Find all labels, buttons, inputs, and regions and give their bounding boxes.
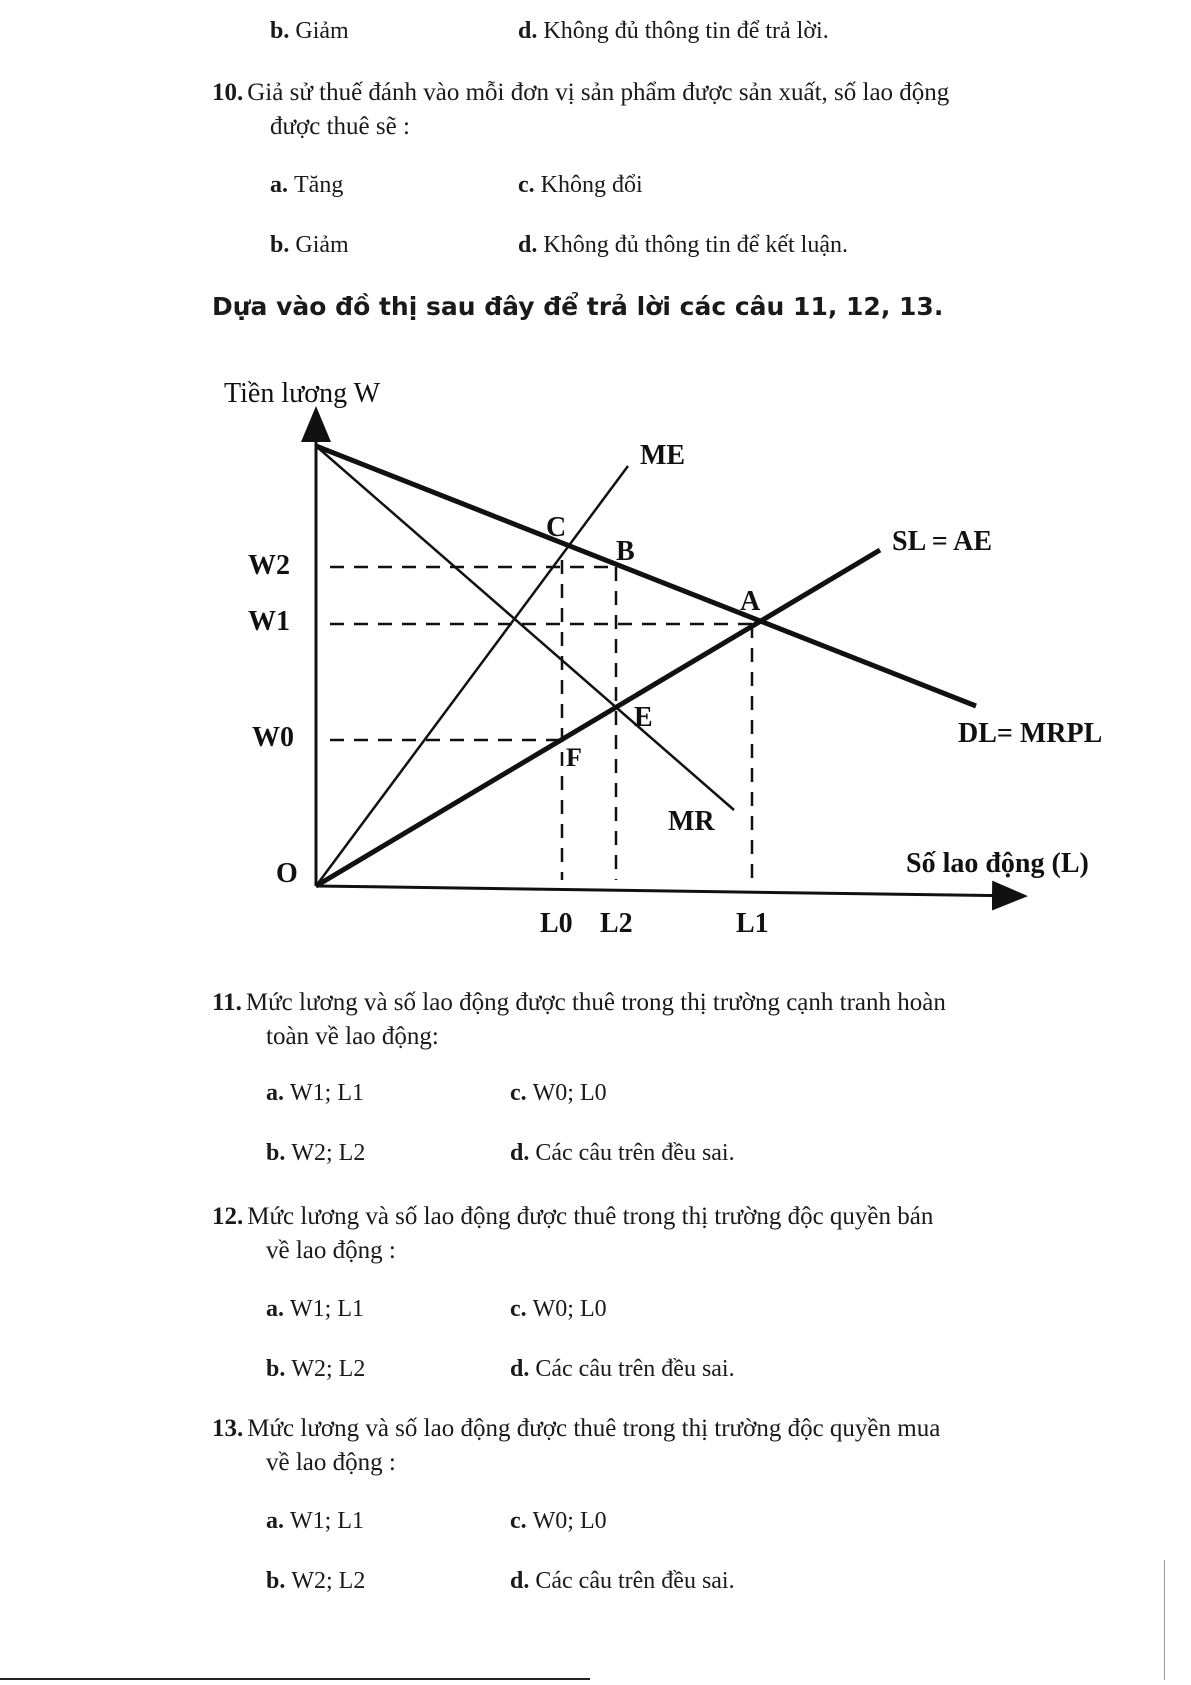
q11-option-a[interactable]: a. W1; L1 xyxy=(266,1080,364,1106)
x-axis xyxy=(316,886,1022,896)
x-axis-label: Số lao động (L) xyxy=(906,848,1089,879)
q11-option-d[interactable]: d. Các câu trên đều sai. xyxy=(510,1140,735,1166)
l1-label: L1 xyxy=(736,908,769,939)
q13-line2: về lao động : xyxy=(266,1449,396,1476)
q10-line2: được thuê sẽ : xyxy=(270,113,410,140)
q11-option-c[interactable]: c. W0; L0 xyxy=(510,1080,607,1106)
q13-option-b[interactable]: b. W2; L2 xyxy=(266,1568,366,1594)
mr-label: MR xyxy=(668,806,715,837)
q11-line2: toàn về lao động: xyxy=(266,1023,439,1050)
l2-label: L2 xyxy=(600,908,633,939)
q10-option-c[interactable]: c. Không đổi xyxy=(518,172,643,198)
q10-option-a[interactable]: a. Tăng xyxy=(270,172,344,198)
q13-number: 13. xyxy=(212,1415,244,1442)
dl-mrpl-label: DL= MRPL xyxy=(958,718,1103,749)
q12-number: 12. xyxy=(212,1203,244,1230)
point-a-label: A xyxy=(740,586,761,617)
q12-line1: Mức lương và số lao động được thuê trong thị trường độc quyền bán xyxy=(247,1203,934,1230)
q10-option-b[interactable]: b. Giảm xyxy=(270,232,349,258)
q11-line1: Mức lương và số lao động được thuê trong thị trường cạnh tranh hoàn xyxy=(245,989,946,1016)
q11-option-b[interactable]: b. W2; L2 xyxy=(266,1140,366,1166)
q13-option-d[interactable]: d. Các câu trên đều sai. xyxy=(510,1568,735,1594)
point-b-label: B xyxy=(616,536,635,567)
q9-option-b[interactable]: b. Giảm xyxy=(270,18,349,44)
page-bottom-rule xyxy=(0,1678,590,1680)
sl-ae-label: SL = AE xyxy=(892,526,993,557)
l0-label: L0 xyxy=(540,908,573,939)
sl-ae-curve xyxy=(316,550,880,886)
q11-number: 11. xyxy=(212,989,242,1016)
page-edge-line xyxy=(1164,1560,1165,1680)
w2-label: W2 xyxy=(248,550,290,581)
q13-stem xyxy=(212,1412,940,1446)
q13-option-c[interactable]: c. W0; L0 xyxy=(510,1508,607,1534)
q12-option-d[interactable]: d. Các câu trên đều sai. xyxy=(510,1356,735,1382)
w0-label: W0 xyxy=(252,722,294,753)
graph-instruction: Dựa vào đồ thị sau đây để trả lời các câu 11, 12, 13. xyxy=(212,292,944,321)
q12-option-a[interactable]: a. W1; L1 xyxy=(266,1296,364,1322)
point-e-label: E xyxy=(634,702,653,733)
q12-stem xyxy=(212,1200,933,1234)
q10-number: 10. xyxy=(212,79,244,106)
mr-curve xyxy=(316,446,734,810)
origin-label: O xyxy=(276,858,298,889)
q10-line1: Giả sử thuế đánh vào mỗi đơn vị sản phẩm được sản xuất, số lao động xyxy=(247,79,950,106)
q13-option-a[interactable]: a. W1; L1 xyxy=(266,1508,364,1534)
q11-stem xyxy=(212,986,946,1020)
me-label: ME xyxy=(640,440,686,471)
point-f-label: F xyxy=(566,743,582,772)
point-c-label: C xyxy=(546,512,567,543)
q12-line2: về lao động : xyxy=(266,1237,396,1264)
q12-option-c[interactable]: c. W0; L0 xyxy=(510,1296,607,1322)
q10-option-d[interactable]: d. Không đủ thông tin để kết luận. xyxy=(518,232,848,258)
dl-mrpl-curve xyxy=(316,446,976,706)
q9-option-d[interactable]: d. Không đủ thông tin để trả lời. xyxy=(518,18,829,44)
w1-label: W1 xyxy=(248,606,290,637)
q13-line1: Mức lương và số lao động được thuê trong thị trường độc quyền mua xyxy=(247,1415,941,1442)
q12-option-b[interactable]: b. W2; L2 xyxy=(266,1356,366,1382)
y-axis-label: Tiền lương W xyxy=(224,378,381,409)
